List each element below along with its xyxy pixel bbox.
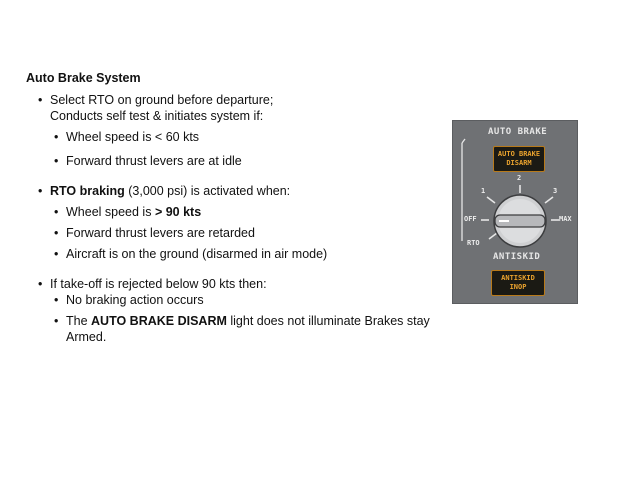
auto-brake-disarm-light: [493, 146, 545, 172]
sub-bullet-text: No braking action occurs: [66, 293, 204, 307]
antiskid-inop-light: [491, 270, 545, 296]
bullet-dot: •: [54, 226, 59, 240]
tick-rto: [489, 233, 497, 239]
sub-bullet-text: Aircraft is on the ground (disarmed in air mode): [66, 247, 328, 261]
sub-bullet: [26, 153, 436, 169]
position-label-off: OFF: [464, 215, 477, 223]
antiskid-label: ANTISKID: [493, 252, 541, 262]
light-line: INOP: [509, 283, 527, 291]
panel-bracket-tip: [462, 139, 465, 143]
bullet-dot: •: [54, 293, 59, 307]
bullet-text: Select RTO on ground before departure;: [50, 93, 274, 107]
sub-bullet: [26, 292, 436, 308]
light-line: DISARM: [506, 159, 532, 167]
content-text: [26, 70, 436, 345]
sub-bullet: [26, 225, 436, 241]
bullet-dot: •: [54, 130, 59, 144]
position-label-2: 2: [517, 174, 522, 182]
tick-1: [487, 197, 495, 203]
light-line: AUTO BRAKE: [497, 150, 541, 158]
section-title: Auto Brake System: [26, 71, 141, 85]
bullet-dot: •: [54, 314, 59, 328]
bullet-dot: •: [54, 154, 59, 168]
panel-header: AUTO BRAKE: [488, 127, 548, 137]
sub-bullet-text: Forward thrust levers are retarded: [66, 226, 255, 240]
sub-bullet-text: light does not illuminate Brakes stay: [226, 314, 430, 328]
sub-bullet-text: The: [66, 314, 92, 328]
bullet-text: If take-off is rejected below 90 kts then:: [50, 277, 267, 291]
sub-bullet: [26, 204, 436, 220]
bullet-rejected: [26, 276, 436, 292]
tick-3: [545, 197, 553, 203]
bullet-dot: •: [54, 247, 59, 261]
bullet-dot: •: [38, 277, 43, 291]
bullet-rto-braking: [26, 183, 436, 199]
bullet-dot: •: [38, 93, 43, 107]
bullet-dot: •: [54, 205, 59, 219]
sub-bullet: [26, 246, 436, 262]
bullet-bold-text: RTO braking: [50, 184, 125, 198]
auto-brake-panel: [452, 120, 578, 304]
light-line: ANTISKID: [501, 274, 535, 282]
bullet-select-rto: [26, 92, 436, 124]
sub-bullet: [26, 129, 436, 145]
sub-bullet: [26, 313, 436, 345]
sub-bullet-bold: AUTO BRAKE DISARM: [91, 314, 227, 328]
bullet-dot: •: [38, 184, 43, 198]
sub-bullet-text: Forward thrust levers are at idle: [66, 154, 242, 168]
bullet-text: (3,000 psi) is activated when:: [124, 184, 291, 198]
position-label-max: MAX: [559, 215, 572, 223]
sub-bullet-text: Wheel speed is: [66, 205, 155, 219]
position-label-1: 1: [481, 187, 486, 195]
bullet-text-cont: Conducts self test & initiates system if:: [50, 109, 264, 123]
sub-bullet-text-cont: Armed.: [66, 330, 107, 344]
sub-bullet-text: Wheel speed is < 60 kts: [66, 130, 200, 144]
position-label-rto: RTO: [467, 239, 480, 247]
position-label-3: 3: [553, 187, 558, 195]
sub-bullet-bold: > 90 kts: [154, 205, 202, 219]
